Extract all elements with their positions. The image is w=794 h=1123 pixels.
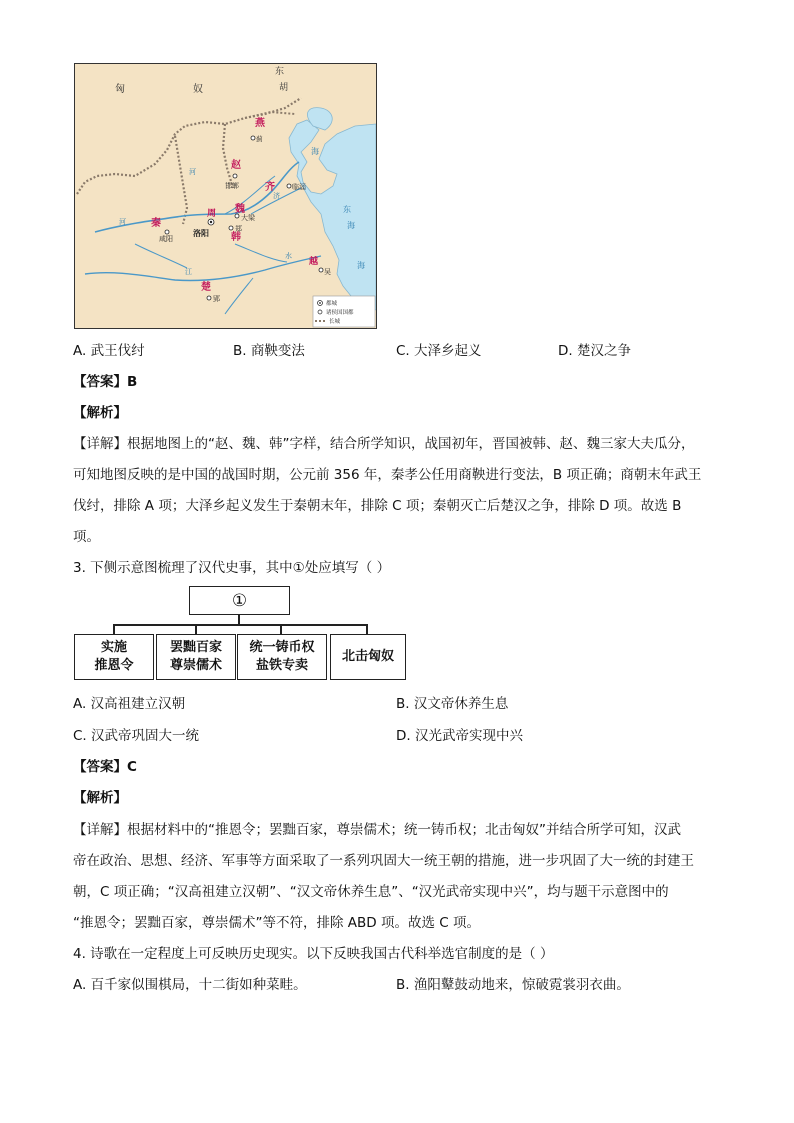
q3-detail-line-3: 朝，C 项正确；“汉高祖建立汉朝”、“汉文帝休养生息”、“汉光武帝实现中兴”，均与题干示意图中的 [73,884,669,900]
label-handan: 邯郸 [225,182,239,190]
label-ji-river: 济 [273,192,280,200]
q3-detail-line-2: 帝在政治、思想、经济、军事等方面采取了一系列巩固大一统王朝的措施，进一步巩固了大一统的封建王 [73,853,694,869]
capital-handan [233,174,237,178]
label-zheng: 郑 [235,225,242,233]
q2-detail-line-3: 伐纣，排除 A 项；大泽乡起义发生于秦朝末年，排除 C 项；秦朝灭亡后楚汉之争，排除 D 项。故选 B [73,498,682,514]
q4-option-b: B. 渔阳鼙鼓动地来，惊破霓裳羽衣曲。 [396,977,630,993]
label-donghu-1: 东 [275,67,285,77]
diagram-box-xiongnu [330,634,406,680]
capital-xianyang [165,230,169,234]
q3-option-b: B. 汉文帝休养生息 [396,696,509,712]
label-zhou: 周 [207,209,217,219]
diagram-box-3-line-1: 统一铸币权 [249,640,315,655]
diagram-box-confucianism [156,634,236,680]
capital-luoyang-dot [210,221,212,223]
label-wu: 吴 [324,268,331,276]
label-donghai-2: 海 [347,221,355,230]
label-yan: 燕 [255,118,265,129]
label-he-1: 河 [119,218,126,226]
label-xiongnu-2: 奴 [193,84,203,95]
label-donghai-1: 东 [343,205,351,214]
q4-option-a: A. 百千家似围棋局，十二街如种菜畦。 [73,977,307,993]
q2-detail-line-4: 项。 [73,529,100,545]
legend-state-capital-symbol [318,310,322,314]
diagram-top-box: ① [189,586,290,615]
q2-analysis: 【解析】 [73,405,127,421]
q3-detail-line-1: 【详解】根据材料中的“推恩令；罢黜百家，尊崇儒术；统一铸币权；北击匈奴”并结合所学可知，汉武 [73,822,681,838]
q2-option-c: C. 大泽乡起义 [396,343,482,359]
label-donghu-2: 胡 [279,83,289,93]
label-han: 韩 [231,232,241,243]
legend-state-capital-label: 诸侯国国都 [326,310,354,316]
q2-detail-line-1: 【详解】根据地图上的“赵、魏、韩”字样，结合所学知识，战国初年，晋国被韩、赵、魏三家大夫瓜分， [73,436,695,452]
label-xianyang: 咸阳 [159,235,173,243]
q2-option-a: A. 武王伐纣 [73,343,145,359]
q3-detail-line-4: “推恩令；罢黜百家，尊崇儒术”等不符，排除 ABD 项。故选 C 项。 [73,915,480,931]
label-shui: 水 [285,252,292,260]
capital-linzi [287,184,291,188]
label-bohai-1: 海 [311,147,319,156]
q3-option-a: A. 汉高祖建立汉朝 [73,696,186,712]
q3-stem: 3. 下侧示意图梳理了汉代史事，其中①处应填写（ ） [73,560,391,576]
q3-option-d: D. 汉光武帝实现中兴 [396,728,523,744]
label-yue: 越 [309,257,319,267]
capital-zheng [229,226,233,230]
diagram-box-tuienling [74,634,154,680]
label-chu: 楚 [201,282,211,293]
label-qin: 秦 [151,218,161,229]
label-wei: 魏 [235,204,245,215]
label-zhao: 赵 [231,160,241,171]
warring-states-map [74,63,377,329]
capital-ying [207,296,211,300]
diagram-box-1-line-2: 推恩令 [94,658,134,673]
label-bohai-2: 海 [357,261,365,270]
legend-wall-label: 长城 [329,319,341,325]
label-daliang: 大梁 [241,214,255,222]
diagram-box-4-text: 北击匈奴 [341,649,394,664]
capital-ji [251,136,255,140]
label-ying: 郢 [213,295,220,303]
capital-wu [319,268,323,272]
q4-stem: 4. 诗歌在一定程度上可反映历史现实。以下反映我国古代科举选官制度的是（ ） [73,946,554,962]
q3-analysis: 【解析】 [73,790,127,806]
diagram-box-2-line-2: 尊崇儒术 [169,658,222,673]
label-qi: 齐 [265,182,275,193]
diagram-connector-horizontal [113,624,367,626]
label-xiongnu-1: 匈 [115,84,125,95]
q3-answer: 【答案】C [73,759,137,775]
label-linzi: 临淄 [292,183,306,191]
label-he-2: 河 [189,168,196,176]
diagram-box-currency [237,634,327,680]
q2-option-d: D. 楚汉之争 [558,343,631,359]
q2-answer: 【答案】B [73,374,138,390]
diagram-box-1-line-1: 实施 [100,640,127,655]
q3-option-c: C. 汉武帝巩固大一统 [73,728,200,744]
q2-option-b: B. 商鞅变法 [233,343,305,359]
diagram-box-2-line-1: 罢黜百家 [169,640,222,655]
map-svg [75,64,376,328]
label-ji: 蓟 [256,135,263,143]
label-jiang: 江 [185,268,192,276]
label-luoyang: 洛阳 [193,229,209,238]
legend-capital-label: 都城 [326,301,338,307]
diagram-box-3-line-2: 盐铁专卖 [255,658,308,673]
q2-detail-line-2: 可知地图反映的是中国的战国时期，公元前 356 年，秦孝公任用商鞅进行变法，B 项正确；商朝末年武王 [73,467,702,483]
